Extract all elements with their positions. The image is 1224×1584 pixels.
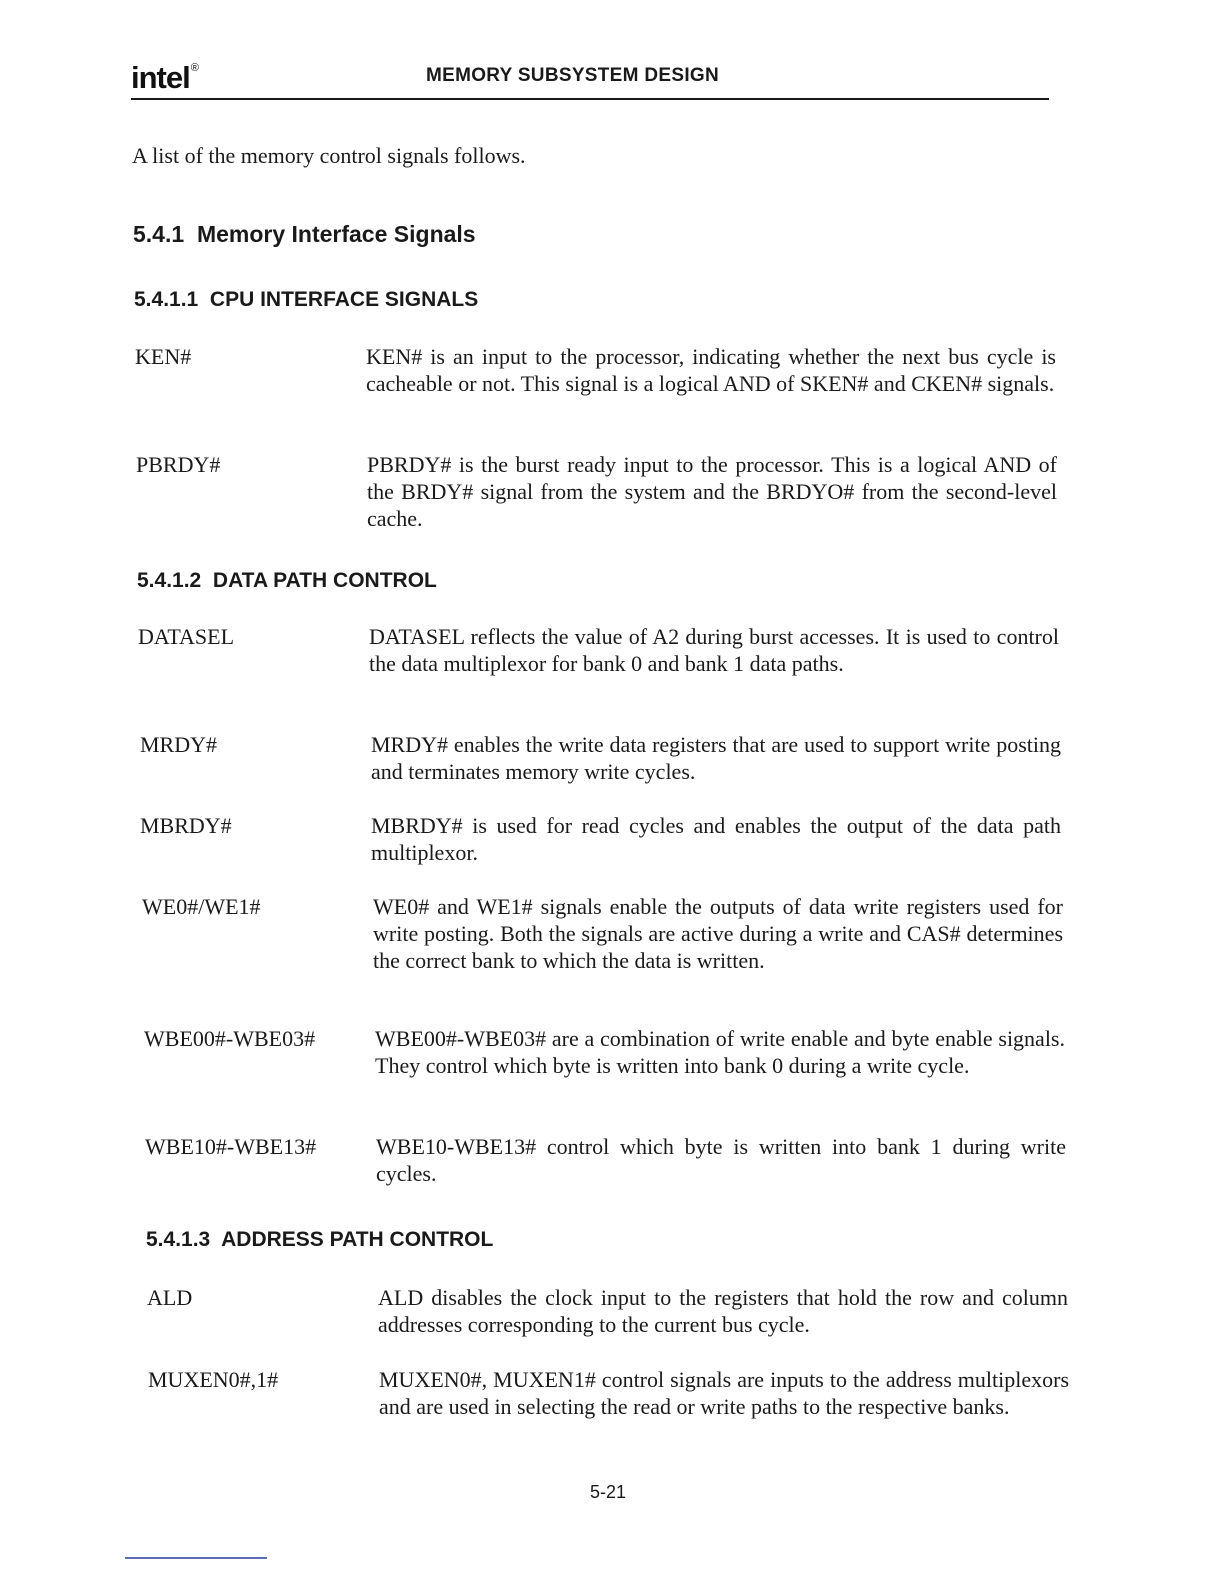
footer-rule — [125, 1557, 267, 1559]
signal-name: MRDY# — [140, 732, 218, 757]
section-title: Memory Interface Signals — [196, 221, 476, 247]
page-header — [131, 58, 1049, 100]
section-heading — [133, 221, 476, 248]
subsection-number: 5.4.1.1 — [134, 288, 199, 311]
signal-description: MRDY# enables the write data registers that are used to support write posting and terminates memory write cycles. — [371, 732, 1061, 784]
subsection-number: 5.4.1.3 — [146, 1228, 211, 1251]
signal-description: KEN# is an input to the processor, indicating whether the next bus cycle is cacheable or not. This signal is a logical AND of SKEN# and CKEN# signals. — [366, 344, 1056, 396]
subsection-heading-address-path — [146, 1228, 493, 1252]
subsection-title: DATA PATH CONTROL — [212, 569, 437, 592]
signal-name: WE0#/WE1# — [142, 894, 261, 919]
intro-paragraph: A list of the memory control signals follows. — [132, 143, 526, 168]
subsection-title: ADDRESS PATH CONTROL — [221, 1228, 494, 1251]
signal-name: MUXEN0#,1# — [148, 1367, 279, 1392]
subsection-heading-data-path — [137, 569, 437, 593]
signal-description: WBE10-WBE13# control which byte is written into bank 1 during write cycles. — [376, 1134, 1066, 1186]
page-number: 5-21 — [590, 1482, 627, 1502]
running-title: MEMORY SUBSYSTEM DESIGN — [426, 65, 719, 86]
registered-mark: ® — [190, 62, 198, 74]
signal-name: DATASEL — [138, 624, 235, 649]
signal-name: MBRDY# — [140, 813, 232, 838]
subsection-heading-cpu-interface — [134, 288, 478, 312]
signal-description: DATASEL reflects the value of A2 during burst accesses. It is used to control the data multiplexor for bank 0 and bank 1 data paths. — [369, 624, 1059, 676]
signal-description: ALD disables the clock input to the registers that hold the row and column addresses corresponding to the current bus cycle. — [378, 1285, 1068, 1337]
signal-description: WBE00#-WBE03# are a combination of write enable and byte enable signals. They control which byte is written into bank 0 during a write cycle. — [375, 1026, 1065, 1078]
section-number: 5.4.1 — [133, 221, 185, 247]
signal-name: ALD — [147, 1285, 193, 1310]
signal-description: WE0# and WE1# signals enable the outputs of data write registers used for write posting. Both the signals are active during a write and CAS# determines the correct bank to which the data is written. — [373, 894, 1063, 973]
logo-text: intel — [131, 60, 190, 95]
intel-logo — [131, 60, 198, 96]
signal-name: WBE10#-WBE13# — [145, 1134, 317, 1159]
signal-name: WBE00#-WBE03# — [144, 1026, 316, 1051]
signal-description: MUXEN0#, MUXEN1# control signals are inputs to the address multiplexors and are used in selecting the read or write paths to the respective banks. — [379, 1367, 1069, 1419]
subsection-number: 5.4.1.2 — [137, 569, 202, 592]
subsection-title: CPU INTERFACE SIGNALS — [209, 288, 479, 311]
signal-name: PBRDY# — [136, 452, 221, 477]
signal-description: PBRDY# is the burst ready input to the processor. This is a logical AND of the BRDY# signal from the system and the BRDYO# from the second-level cache. — [367, 452, 1057, 531]
signal-description: MBRDY# is used for read cycles and enables the output of the data path multiplexor. — [371, 813, 1061, 865]
signal-name: KEN# — [135, 344, 192, 369]
